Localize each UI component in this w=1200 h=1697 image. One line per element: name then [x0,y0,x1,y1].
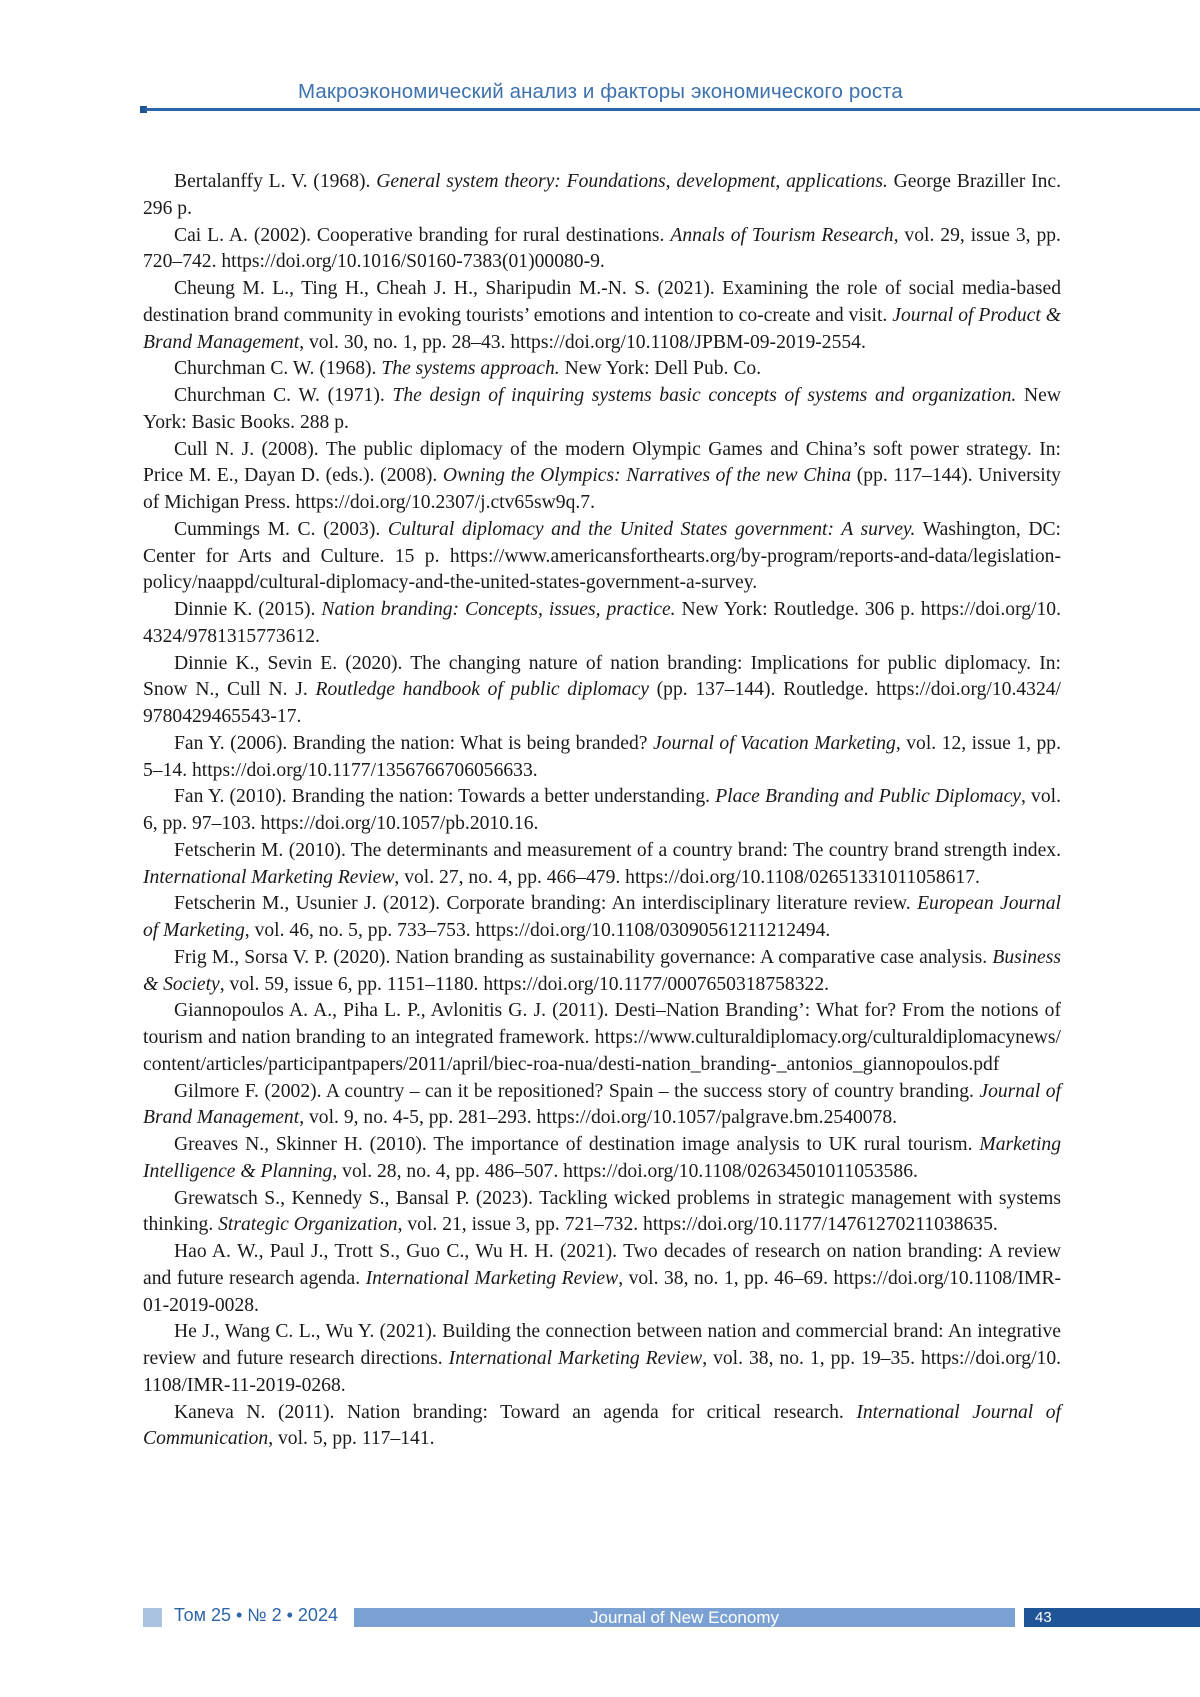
reference-source-title: Nation branding: Concepts, issues, practice. [321,599,675,620]
reference-details: New York: Basic Books. 288 p. [143,385,1061,433]
reference-details: , vol. 38, no. 1, pp. 46–69. https://doi.org/10.1108/IMR-01-2019-0028. [143,1268,1061,1316]
reference-details: vol. 12, issue 1, pp. 5–14. https://doi.org/10.1177/1356766706056633. [143,733,1061,781]
footer-page-box [1024,1608,1200,1627]
reference-details: , vol. 27, no. 4, pp. 466–479. https://doi.org/10.1108/02651331011058617. [394,867,980,888]
reference-details: New York: Routledge. 306 p. https://doi.org/10.4324/9781315773612. [143,599,1061,647]
reference-entry [143,945,1061,999]
reference-details: , vol. 6, pp. 97–103. https://doi.org/10.1057/pb.2010.16. [143,786,1061,834]
reference-source-title: The design of inquiring systems basic concepts of systems and organization. [392,385,1016,406]
reference-source-title: Place Branding and Public Diplomacy [715,786,1021,807]
reference-text: Cheung M. L., Ting H., Cheah J. H., Sharipudin M.-N. S. (2021). Examining the role of social media-based destination brand community in evoking tourists’ emotions and intention to co-create and visit. [143,278,1061,326]
reference-details: vol. 29, issue 3, pp. 720–742. https://doi.org/10.1016/S0160-7383(01)00080-9. [143,225,1061,273]
reference-text: Giannopoulos A. A., Piha L. P., Avlonitis G. J. (2011). Desti–Nation Branding’: What for? From the notions of tourism and nation branding to an integrated framework. https://www.culturaldiplomacy.org/culturaldiplomacynews/content/articles/participantpapers/2011/april/biec-roa-nua/desti-nation_branding-_antonios_giannopoulos.pdf [143,1000,1061,1075]
reference-entry [143,356,1061,383]
footer-journal-name: Journal of New Economy [590,1608,779,1627]
reference-entry [143,437,1061,517]
reference-entry [143,1132,1061,1186]
reference-source-title: International Marketing Review [449,1348,703,1369]
reference-entry [143,784,1061,838]
reference-entry [143,731,1061,785]
reference-text: Gilmore F. (2002). A country – can it be repositioned? Spain – the success story of country branding. [174,1081,979,1102]
reference-entry [143,1400,1061,1454]
reference-details: , vol. 59, issue 6, pp. 1151–1180. https://doi.org/10.1177/0007650318758322. [220,974,829,995]
reference-entry [143,169,1061,223]
reference-details: New York: Dell Pub. Co. [560,358,761,379]
reference-text: Bertalanffy L. V. (1968). [174,171,376,192]
reference-text: Greaves N., Skinner H. (2010). The importance of destination image analysis to UK rural tourism. [174,1134,979,1155]
reference-details: , vol. 46, no. 5, pp. 733–753. https://doi.org/10.1108/03090561211212494. [245,920,831,941]
reference-text: Dinnie K. (2015). [174,599,321,620]
reference-text: Fetscherin M., Usunier J. (2012). Corporate branding: An interdisciplinary literature review. [174,893,917,914]
reference-text: Dinnie K., Sevin E. (2020). The changing nature of nation branding: Implications for public diplomacy. In: Snow N., Cull N. J. [143,653,1061,701]
reference-source-title: Journal of Brand Management [143,1081,1061,1129]
reference-details: , vol. 30, no. 1, pp. 28–43. https://doi.org/10.1108/JPBM-09-2019-2554. [299,332,866,353]
running-header-title: Макроэкономический анализ и факторы экономического роста [298,80,903,104]
reference-entry [143,597,1061,651]
reference-source-title: Journal of Vacation Marketing, [653,733,901,754]
header-rule [145,108,1200,111]
reference-details: (pp. 117–144). University of Michigan Press. https://doi.org/10.2307/j.ctv65sw9q.7. [143,465,1061,513]
reference-text: Churchman C. W. (1971). [174,385,392,406]
reference-source-title: European Journal of Marketing [143,893,1061,941]
reference-text: Churchman C. W. (1968). [174,358,381,379]
reference-entry [143,517,1061,597]
reference-text: He J., Wang C. L., Wu Y. (2021). Building the connection between nation and commercial brand: An integrative review and future research directions. [143,1321,1061,1369]
reference-text: Fetscherin M. (2010). The determinants and measurement of a country brand: The country brand strength index. [174,840,1061,861]
reference-text: Cummings M. C. (2003). [174,519,388,540]
reference-details: , vol. 21, issue 3, pp. 721–732. https://doi.org/10.1177/14761270211038635. [398,1214,998,1235]
reference-entry [143,891,1061,945]
reference-text: Frig M., Sorsa V. P. (2020). Nation branding as sustainability governance: A comparative case analysis. [174,947,992,968]
reference-text: Kaneva N. (2011). Nation branding: Toward an agenda for critical research. [174,1402,856,1423]
reference-source-title: Owning the Olympics: Narratives of the new China [443,465,851,486]
reference-source-title: Journal of Product & Brand Management [143,305,1061,353]
reference-details: George Braziller Inc. 296 p. [143,171,1061,219]
reference-text: Grewatsch S., Kennedy S., Bansal P. (2023). Tackling wicked problems in strategic management with systems thinking. [143,1188,1061,1236]
reference-entry [143,651,1061,731]
reference-text: Fan Y. (2006). Branding the nation: What is being branded? [174,733,653,754]
reference-details: (pp. 137–144). Routledge. https://doi.org/10.4324/9780429465543-17. [143,679,1061,727]
reference-details: , vol. 9, no. 4-5, pp. 281–293. https://doi.org/10.1057/palgrave.bm.2540078. [299,1107,897,1128]
reference-entry [143,276,1061,356]
footer-journal-bar [354,1608,1015,1627]
reference-source-title: International Journal of Communication [143,1402,1061,1450]
reference-entry [143,383,1061,437]
reference-list [143,169,1061,1453]
footer-marker-square [143,1608,162,1627]
reference-entry [143,223,1061,277]
reference-entry [143,1239,1061,1319]
reference-source-title: Strategic Organization [218,1214,397,1235]
reference-source-title: Routledge handbook of public diplomacy [316,679,649,700]
reference-details: , vol. 5, pp. 117–141. [268,1428,434,1449]
reference-source-title: Annals of Tourism Research, [670,225,898,246]
reference-source-title: International Marketing Review [366,1268,619,1289]
reference-text: Fan Y. (2010). Branding the nation: Towards a better understanding. [174,786,715,807]
reference-source-title: International Marketing Review [143,867,394,888]
reference-entry [143,1079,1061,1133]
reference-text: Cai L. A. (2002). Cooperative branding for rural destinations. [174,225,670,246]
page-number: 43 [1035,1608,1052,1627]
reference-text: Hao A. W., Paul J., Trott S., Guo C., Wu H. H. (2021). Two decades of research on nation branding: A review and future research agenda. [143,1241,1061,1289]
reference-entry [143,1319,1061,1399]
footer-issue-info: Том 25 • № 2 • 2024 [174,1605,338,1626]
reference-entry [143,838,1061,892]
reference-entry [143,1186,1061,1240]
reference-source-title: Cultural diplomacy and the United States government: A survey. [388,519,916,540]
reference-text: Cull N. J. (2008). The public diplomacy of the modern Olympic Games and China’s soft power strategy. In: Price M. E., Dayan D. (eds.). (2008). [143,439,1061,487]
reference-source-title: Business & Society [143,947,1061,995]
reference-source-title: The systems approach. [381,358,559,379]
reference-details: , vol. 38, no. 1, pp. 19–35. https://doi.org/10.1108/IMR-11-2019-0268. [143,1348,1061,1396]
reference-details: vol. 28, no. 4, pp. 486–507. https://doi.org/10.1108/02634501011053586. [337,1161,918,1182]
reference-source-title: Marketing Intelligence & Planning, [143,1134,1061,1182]
reference-details: Washington, DC: Center for Arts and Culture. 15 p. https://www.americansforthearts.org/by-program/reports-and-data/legislation-policy/naappd/cultural-diplomacy-and-the-united-states-government-a-survey. [143,519,1061,594]
reference-source-title: General system theory: Foundations, development, applications. [376,171,888,192]
reference-entry [143,998,1061,1078]
